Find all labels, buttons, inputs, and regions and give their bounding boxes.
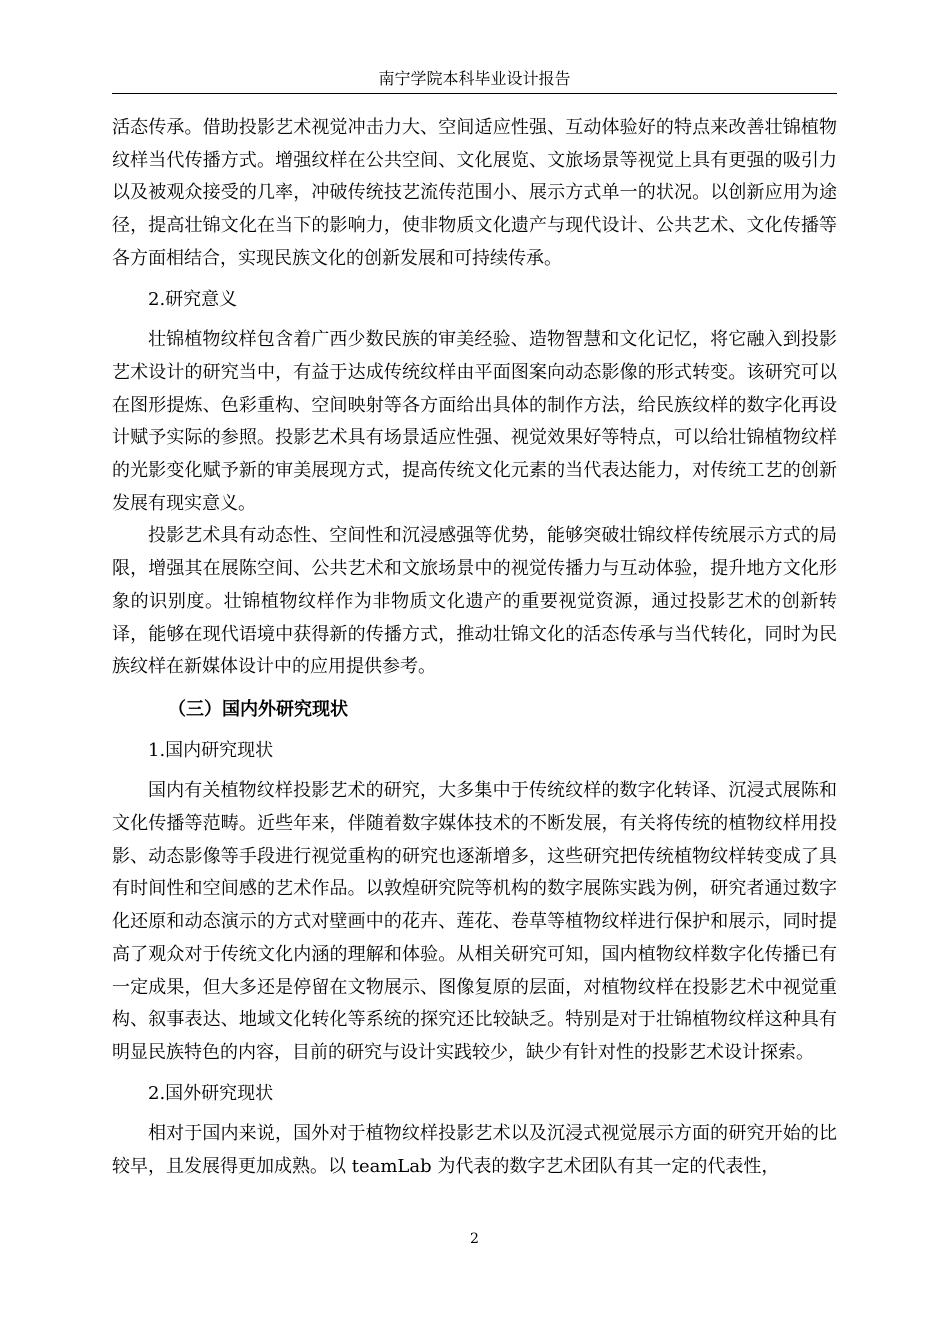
header-rule (112, 93, 837, 94)
page-number: 2 (470, 1231, 479, 1247)
section-heading-research-status: （三）国内外研究现状 (168, 698, 348, 720)
paragraph-significance-1: 壮锦植物纹样包含着广西少数民族的审美经验、造物智慧和文化记忆，将它融入到投影艺术设计的研究当中，有益于达成传统纹样由平面图案向动态影像的形式转变。该研究可以在图形提炼、色彩重构、空间映射等各方面给出具体的制作方法，给民族纹样的数字化再设计赋予实际的参照。投影艺术具有场景适应性强、视觉效果好等特点，可以给壮锦植物纹样的光影变化赋予新的审美展现方式，提高传统文化元素的当代表达能力，对传统工艺的创新发展有现实意义。 (112, 329, 837, 514)
subheading-foreign-status: 2.国外研究现状 (148, 1082, 274, 1104)
paragraph-significance-2: 投影艺术具有动态性、空间性和沉浸感强等优势，能够突破壮锦纹样传统展示方式的局限，增强其在展陈空间、公共艺术和文旅场景中的视觉传播力与互动体验，提升地方文化形象的识别度。壮锦植物纹样作为非物质文化遗产的重要视觉资源，通过投影艺术的创新转译，能够在现代语境中获得新的传播方式，推动壮锦文化的活态传承与当代转化，同时为民族纹样在新媒体设计中的应用提供参考。 (112, 525, 837, 678)
page-header: 南宁学院本科毕业设计报告 (378, 69, 571, 88)
paragraph-continuation: 活态传承。借助投影艺术视觉冲击力大、空间适应性强、互动体验好的特点来改善壮锦植物纹样当代传播方式。增强纹样在公共空间、文化展览、文旅场景等视觉上具有更强的吸引力以及被观众接受的几率，冲破传统技艺流传范围小、展示方式单一的状况。以创新应用为途径，提高壮锦文化在当下的影响力，使非物质文化遗产与现代设计、公共艺术、文化传播等各方面相结合，实现民族文化的创新发展和可持续传承。 (112, 117, 837, 269)
subheading-research-significance: 2.研究意义 (148, 288, 238, 310)
paragraph-domestic-status: 国内有关植物纹样投影艺术的研究，大多集中于传统纹样的数字化转译、沉浸式展陈和文化传播等范畴。近些年来，伴随着数字媒体技术的不断发展，有关将传统的植物纹样用投影、动态影像等手段进行视觉重构的研究也逐渐增多，这些研究把传统植物纹样转变成了具有时间性和空间感的艺术作品。以敦煌研究院等机构的数字展陈实践为例，研究者通过数字化还原和动态演示的方式对壁画中的花卉、莲花、卷草等植物纹样进行保护和展示，同时提高了观众对于传统文化内涵的理解和体验。从相关研究可知，国内植物纹样数字化传播已有一定成果，但大多还是停留在文物展示、图像复原的层面，对植物纹样在投影艺术中视觉重构、叙事表达、地域文化转化等系统的探究还比较缺乏。特别是对于壮锦植物纹样这种具有明显民族特色的内容，目前的研究与设计实践较少，缺少有针对性的投影艺术设计探索。 (112, 780, 837, 1063)
subheading-domestic-status: 1.国内研究现状 (148, 739, 274, 761)
document-body (112, 112, 837, 1184)
paragraph-foreign-status: 相对于国内来说，国外对于植物纹样投影艺术以及沉浸式视觉展示方面的研究开始的比较早，且发展得更加成熟。以 teamLab 为代表的数字艺术团队有其一定的代表性， (112, 1123, 837, 1178)
